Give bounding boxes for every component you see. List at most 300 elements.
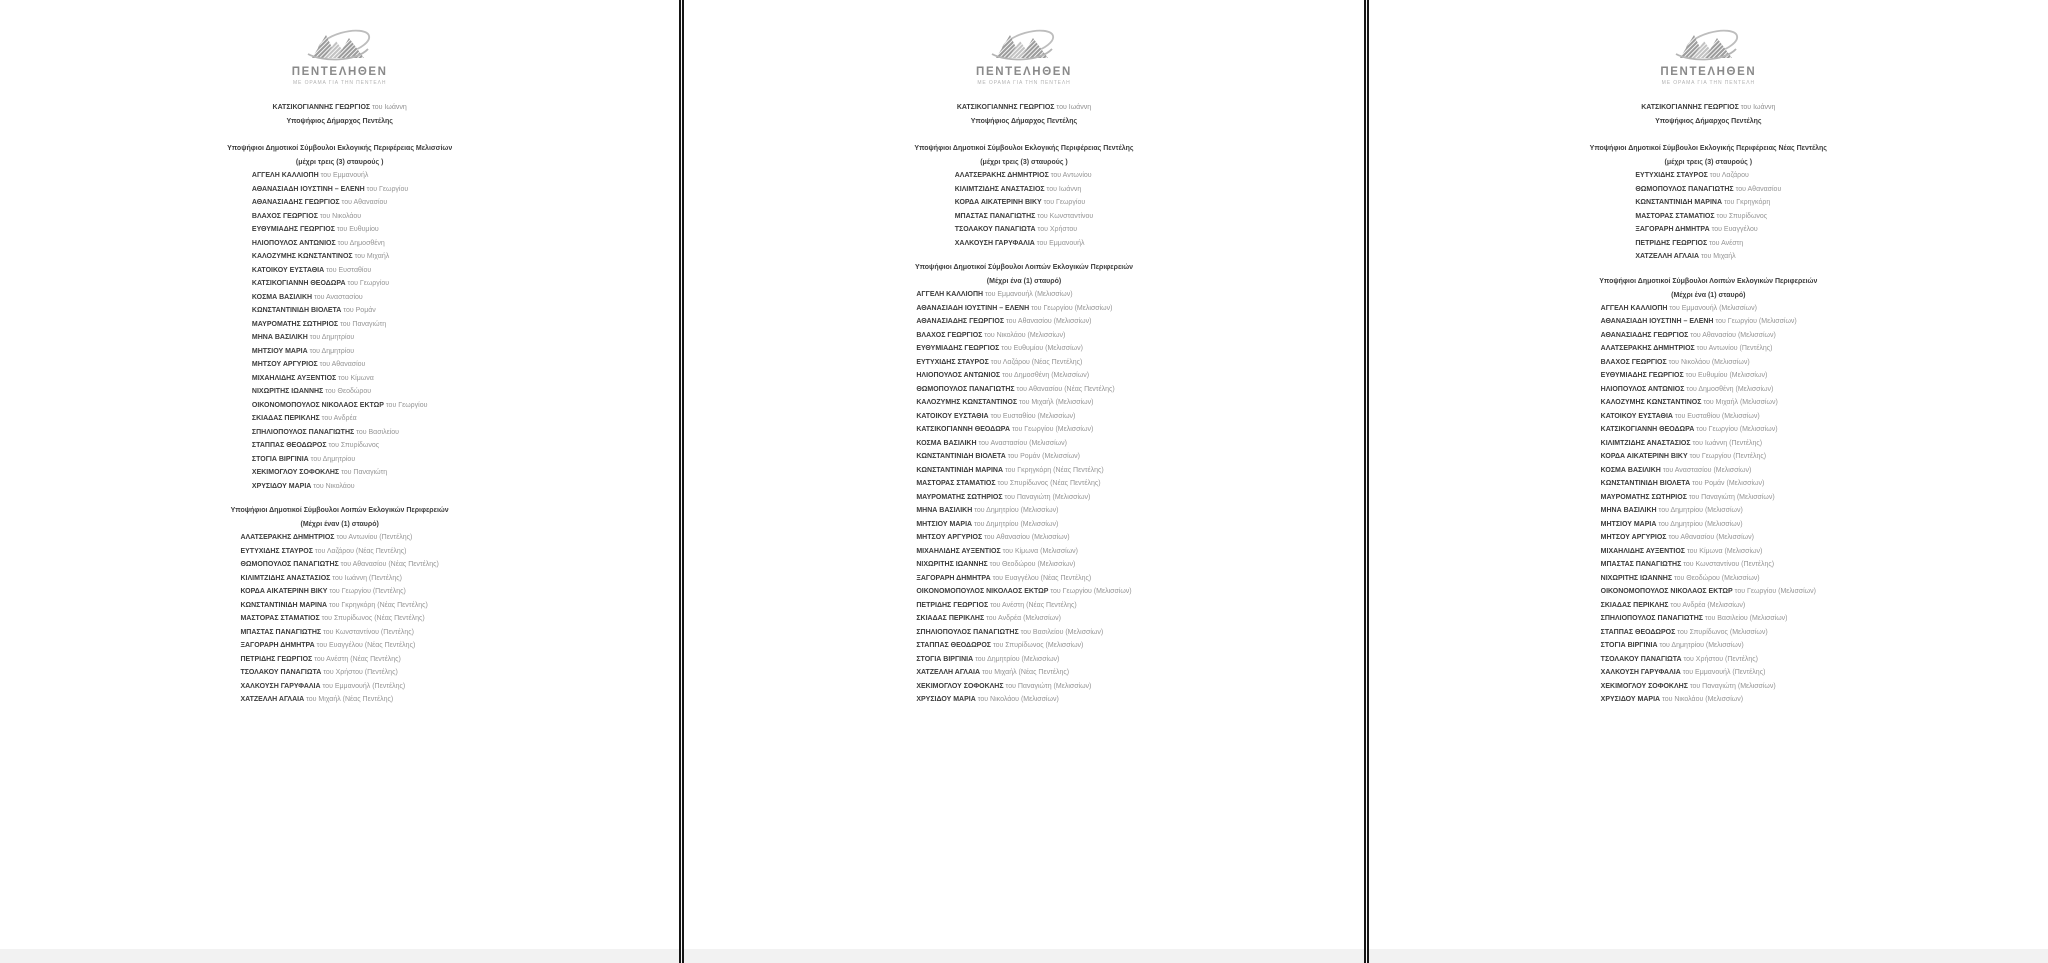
candidate-patronymic: του Εμμανουήλ [1667, 304, 1718, 312]
candidate-list-box [684, 167, 1363, 250]
candidate-name: ΣΤΑΠΠΑΣ ΘΕΟΔΩΡΟΣ [916, 642, 991, 649]
candidate-row [252, 372, 428, 386]
candidate-name: ΕΥΘΥΜΙΑΔΗΣ ΓΕΩΡΓΙΟΣ [916, 345, 1000, 352]
candidate-patronymic: του Ευσταθίου [324, 266, 372, 274]
candidate-row [252, 345, 428, 359]
candidate-patronymic: του Χρήστου [1681, 655, 1724, 663]
candidate-patronymic: του Μιχαήλ [352, 253, 390, 260]
candidate-row [252, 250, 428, 264]
candidate-name: ΑΘΑΝΑΣΙΑΔΗ ΙΟΥΣΤΙΝΗ – ΕΛΕΝΗ [916, 304, 1030, 312]
candidate-district: (Πεντέλης) [1739, 561, 1775, 568]
candidate-row [252, 331, 428, 345]
candidate-district: (Μελισσίων) [1711, 466, 1752, 474]
candidate-district: (Μελισσίων) [1063, 628, 1104, 636]
candidate-patronymic: του Ανδρέα [319, 415, 357, 422]
candidate-row [1601, 383, 1816, 397]
candidate-name: ΜΑΣΤΟΡΑΣ ΣΤΑΜΑΤΙΟΣ [240, 615, 320, 622]
candidate-district: (Πεντέλης) [377, 534, 413, 541]
candidate-name: ΜΑΥΡΟΜΑΤΗΣ ΣΩΤΗΡΙΟΣ [1600, 493, 1687, 501]
candidate-district: (Μελισσίων) [1053, 399, 1094, 406]
candidate-patronymic: του Δημητρίου [1657, 642, 1704, 649]
candidate-row [240, 653, 438, 667]
mayor-patronymic: του Ιωάννη [1740, 104, 1776, 111]
candidate-name: ΚΑΤΟΙΚΟΥ ΕΥΣΤΑΘΙΑ [916, 412, 989, 420]
candidate-district: (Πεντέλης) [1730, 669, 1766, 676]
candidate-name: ΟΙΚΟΝΟΜΟΠΟΥΛΟΣ ΝΙΚΟΛΑΟΣ ΕΚΤΩΡ [916, 588, 1049, 595]
candidate-patronymic: του Γεωργίου [1713, 318, 1757, 325]
candidate-name: ΜΗΤΣΙΟΥ ΜΑΡΙΑ [251, 347, 308, 355]
candidate-name: ΜΗΝΑ ΒΑΣΙΛΙΚΗ [1600, 507, 1657, 514]
candidate-name: ΧΑΤΖΕΛΛΗ ΑΓΛΑΙΑ [1635, 253, 1700, 260]
candidate-name: ΜΗΤΣΟΥ ΑΡΓΥΡΙΟΣ [1600, 534, 1667, 541]
candidate-name: ΜΙΧΑΗΛΙΔΗΣ ΑΥΞΕΝΤΙΟΣ [1600, 547, 1685, 555]
candidate-district: (Μελισσίων) [1091, 588, 1132, 595]
candidate-name: ΚΟΣΜΑ ΒΑΣΙΛΙΚΗ [251, 293, 313, 301]
candidate-patronymic: του Γεωργίου [1732, 588, 1777, 595]
candidate-patronymic: του Νικολάου [975, 696, 1019, 703]
candidate-district: (Μελισσίων) [1043, 345, 1083, 352]
candidate-list [252, 169, 428, 493]
candidate-district: (Μελισσίων) [1709, 358, 1750, 366]
candidate-list-box [684, 286, 1363, 707]
candidate-district: (Μελισσίων) [1705, 601, 1746, 609]
candidate-name: ΑΛΑΤΣΕΡΑΚΗΣ ΔΗΜΗΤΡΙΟΣ [954, 172, 1049, 179]
candidate-patronymic: του Δημητρίου [972, 520, 1019, 528]
candidate-patronymic: του Ανέστη [1707, 239, 1744, 247]
candidate-name: ΕΥΤΥΧΙΔΗΣ ΣΤΑΥΡΟΣ [240, 547, 313, 555]
mayor-role: Υποψήφιος Δήμαρχος Πεντέλης [286, 118, 393, 125]
candidate-patronymic: του Θεοδώρου [1672, 574, 1720, 582]
candidate-district: (Πεντέλης) [362, 669, 398, 676]
candidate-name: ΤΣΟΛΑΚΟΥ ΠΑΝΑΓΙΩΤΑ [954, 226, 1036, 233]
candidate-patronymic: του Παναγιώτη [338, 320, 387, 328]
candidate-row [1601, 315, 1816, 329]
candidate-patronymic: του Αθανασίου [317, 361, 366, 368]
candidate-patronymic: του Δημητρίου [307, 347, 355, 355]
candidate-patronymic: του Κίμωνα [1685, 547, 1723, 555]
fold-divider [1364, 0, 1369, 963]
candidate-name: ΧΑΛΚΟΥΣΗ ΓΑΡΥΦΑΛΙΑ [954, 239, 1035, 247]
candidate-name: ΧΕΚΙΜΟΓΛΟΥ ΣΟΦΟΚΛΗΣ [916, 682, 1004, 690]
candidate-name: ΣΠΗΛΙΟΠΟΥΛΟΣ ΠΑΝΑΓΙΩΤΗΣ [251, 428, 355, 436]
candidate-name: ΒΛΑΧΟΣ ΓΕΩΡΓΙΟΣ [916, 331, 983, 339]
candidate-row [240, 585, 438, 599]
candidate-district: (Μελισσίων) [1714, 534, 1754, 541]
candidate-row [252, 439, 428, 453]
candidate-district: (Μελισσίων) [1072, 304, 1113, 312]
candidate-row [1601, 342, 1816, 356]
candidate-district: (Μελισσίων) [1018, 507, 1059, 514]
candidate-district: (Μελισσίων) [1032, 291, 1073, 298]
sections [684, 144, 1363, 707]
candidate-row [1601, 599, 1816, 613]
candidate-row [916, 491, 1131, 505]
candidate-name: ΜΗΤΣΟΥ ΑΡΓΥΡΙΟΣ [916, 534, 983, 541]
candidate-row [240, 626, 438, 640]
section-cross-limit: (μέχρι τρεις (3) σταυρούς ) [1664, 159, 1753, 166]
candidate-row [916, 315, 1131, 329]
candidate-list [1635, 169, 1781, 264]
candidate-district: (Μελισσίων) [1027, 439, 1067, 447]
candidate-patronymic: του Αθανασίου [1014, 385, 1063, 393]
candidate-district: (Μελισσίων) [1703, 696, 1744, 703]
candidate-district: (Μελισσίων) [1019, 655, 1060, 663]
candidate-patronymic: του Χρήστου [321, 669, 363, 676]
candidate-patronymic: του Ρομάν [1690, 480, 1725, 487]
candidate-patronymic: του Ευαγγέλου [1709, 226, 1758, 233]
candidate-patronymic: του Γκρηγκόρη [1722, 199, 1771, 206]
candidate-row [916, 626, 1131, 640]
candidate-district: (Νέας Πεντέλης) [340, 696, 394, 703]
candidate-row [1601, 545, 1816, 559]
candidate-row [916, 599, 1131, 613]
candidate-patronymic: του Αθανασίου [982, 534, 1030, 541]
candidate-district: (Μελισσίων) [1702, 520, 1743, 528]
candidate-patronymic: του Βασιλείου [1702, 615, 1748, 622]
candidate-name: ΠΕΤΡΙΔΗΣ ΓΕΩΡΓΙΟΣ [240, 655, 313, 663]
section-title: Υποψήφιοι Δημοτικοί Σύμβουλοι Λοιπών Εκλογικών Περιφερειών [230, 507, 449, 514]
candidate-name: ΜΠΑΣΤΑΣ ΠΑΝΑΓΙΩΤΗΣ [240, 628, 322, 636]
candidate-patronymic: του Παναγιώτη [1002, 493, 1051, 501]
candidate-patronymic: του Δημητρίου [1656, 507, 1704, 514]
candidate-name: ΚΙΛΙΜΤΖΙΔΗΣ ΑΝΑΣΤΑΣΙΟΣ [954, 185, 1045, 193]
candidate-patronymic: του Αθανασίου [339, 199, 388, 206]
candidate-row [916, 383, 1131, 397]
candidate-name: ΚΙΛΙΜΤΖΙΔΗΣ ΑΝΑΣΤΑΣΙΟΣ [1600, 439, 1691, 447]
candidate-district: (Μελισσίων) [1719, 412, 1760, 420]
candidate-district: (Μελισσίων) [1038, 547, 1078, 555]
candidate-district: (Μελισσίων) [1727, 372, 1768, 379]
candidate-district: (Μελισσίων) [1018, 520, 1059, 528]
candidate-name: ΒΛΑΧΟΣ ΓΕΩΡΓΙΟΣ [1600, 358, 1667, 366]
candidate-district: (Νέας Πεντέλης) [353, 547, 407, 555]
candidate-district: (Μελισσίων) [1051, 682, 1092, 690]
candidate-row [252, 196, 428, 210]
candidate-list [240, 531, 438, 707]
candidate-name: ΜΠΑΣΤΑΣ ΠΑΝΑΓΙΩΤΗΣ [954, 212, 1036, 220]
candidate-district: (Νέας Πεντέλης) [386, 561, 439, 568]
candidate-name: ΜΑΥΡΟΜΑΤΗΣ ΣΩΤΗΡΙΟΣ [916, 493, 1003, 501]
section-cross-limit: (μέχρι τρεις (3) σταυρούς ) [295, 159, 384, 166]
candidate-name: ΘΩΜΟΠΟΥΛΟΣ ΠΑΝΑΓΙΩΤΗΣ [240, 561, 339, 568]
candidate-name: ΧΑΤΖΕΛΛΗ ΑΓΛΑΙΑ [916, 669, 981, 676]
section-title: Υποψήφιοι Δημοτικοί Σύμβουλοι Εκλογικής Περιφέρειας Πεντέλης [914, 145, 1134, 152]
candidate-patronymic: του Ανδρέα [984, 615, 1022, 622]
candidate-row [1635, 250, 1781, 264]
candidate-name: ΣΚΙΑΔΑΣ ΠΕΡΙΚΛΗΣ [251, 415, 320, 422]
candidate-list-box [1369, 167, 2048, 264]
section-cross-limit: (μέχρι τρεις (3) σταυρούς ) [980, 159, 1068, 166]
candidate-district: (Νέας Πεντέλης) [362, 642, 416, 649]
candidate-patronymic: του Κίμωνα [336, 374, 374, 382]
candidate-row [916, 680, 1131, 694]
candidate-patronymic: του Αντωνίου [334, 534, 378, 541]
mayor-candidate-line [0, 103, 679, 112]
candidate-district: (Μελισσίων) [1719, 574, 1760, 582]
candidate-patronymic: του Δημητρίου [307, 334, 355, 341]
candidate-district: (Νέας Πεντέλης) [1048, 480, 1101, 487]
candidate-row [916, 342, 1131, 356]
candidate-list [916, 288, 1131, 707]
candidate-patronymic: του Κίμωνα [1000, 547, 1039, 555]
candidate-district: (Πεντέλης) [370, 682, 406, 690]
candidate-district: (Μελισσίων) [1734, 493, 1775, 501]
candidate-row [916, 410, 1131, 424]
brand-text: ΠΕΝΤΕΛΗΘΕΝ [291, 66, 388, 78]
candidate-district: (Μελισσίων) [1733, 385, 1774, 393]
logo-tagline: ΜΕ ΟΡΑΜΑ ΓΙΑ ΤΗΝ ΠΕΝΤΕΛΗ [292, 80, 387, 86]
candidate-district: (Νέας Πεντέλης) [1038, 574, 1092, 582]
candidate-district: (Μελισσίων) [1727, 628, 1768, 636]
candidate-row [916, 639, 1131, 653]
candidate-patronymic: του Δημητρίου [308, 455, 356, 463]
candidate-row [1601, 680, 1816, 694]
candidate-patronymic: του Παναγιώτη [1687, 682, 1736, 690]
candidate-row [916, 302, 1131, 316]
candidate-row [955, 183, 1094, 197]
candidate-name: ΚΑΤΣΙΚΟΓΙΑΝΝΗ ΘΕΟΔΩΡΑ [916, 426, 1011, 433]
mountain-logo-icon [988, 26, 1060, 64]
candidate-district: (Μελισσίων) [1049, 372, 1090, 379]
candidate-patronymic: του Σπυρίδωνος [319, 615, 373, 622]
candidate-row [1601, 653, 1816, 667]
candidate-row [1601, 410, 1816, 424]
candidate-patronymic: του Σπυρίδωνος [991, 642, 1044, 649]
candidate-row [1601, 558, 1816, 572]
candidate-row [916, 477, 1131, 491]
candidate-name: ΝΙΧΩΡΙΤΗΣ ΙΩΑΝΝΗΣ [916, 561, 988, 568]
candidate-list [1601, 302, 1816, 707]
candidate-row [916, 329, 1131, 343]
candidate-patronymic: του Παναγιώτη [339, 469, 388, 476]
candidate-patronymic: του Παναγιώτη [1003, 682, 1052, 690]
sections [0, 144, 679, 707]
candidate-patronymic: του Μιχαήλ [304, 696, 341, 703]
candidate-name: ΜΗΤΣΙΟΥ ΜΑΡΙΑ [1600, 520, 1657, 528]
candidate-row [1601, 504, 1816, 518]
candidate-district: (Μελισσίων) [1040, 453, 1080, 460]
candidate-name: ΞΑΓΟΡΑΡΗ ΔΗΜΗΤΡΑ [1635, 226, 1710, 233]
mayor-role: Υποψήφιος Δήμαρχος Πεντέλης [970, 118, 1078, 125]
candidate-district: (Πεντέλης) [1723, 655, 1758, 663]
candidate-patronymic: του Ανέστη [988, 601, 1025, 609]
candidate-patronymic: του Γεωργίου [1010, 426, 1054, 433]
candidate-row [1601, 369, 1816, 383]
candidate-patronymic: του Αθανασίου [1688, 331, 1737, 339]
brand-text: ΠΕΝΤΕΛΗΘΕΝ [1660, 66, 1757, 78]
mayor-name: ΚΑΤΣΙΚΟΓΙΑΝΝΗΣ ΓΕΩΡΓΙΟΣ [272, 104, 371, 111]
candidate-patronymic: του Σπυρίδωνος [1714, 212, 1768, 220]
pentelithen-logo [1369, 26, 2048, 86]
candidate-patronymic: του Θεοδώρου [987, 561, 1036, 568]
candidate-patronymic: του Μιχαήλ [1701, 399, 1738, 406]
candidate-patronymic: του Αναστασίου [1660, 466, 1712, 474]
candidate-row [252, 466, 428, 480]
candidate-patronymic: του Γεωργίου [1048, 588, 1092, 595]
candidate-row [1601, 518, 1816, 532]
candidate-patronymic: του Μιχαήλ [980, 669, 1017, 676]
candidate-name: ΑΓΓΕΛΗ ΚΑΛΛΙΟΠΗ [1600, 304, 1668, 312]
candidate-name: ΠΕΤΡΙΔΗΣ ΓΕΩΡΓΙΟΣ [1635, 239, 1708, 247]
candidate-row [1601, 531, 1816, 545]
candidate-row [240, 558, 438, 572]
mayor-candidate-line [1369, 103, 2048, 112]
section-cross-limit: (Μέχρι έναν (1) σταυρό) [300, 521, 379, 528]
candidate-patronymic: του Γεωργίου [345, 280, 390, 287]
candidate-row [252, 426, 428, 440]
candidate-patronymic: του Εμμανουήλ [318, 172, 369, 179]
candidate-row [240, 666, 438, 680]
candidate-name: ΧΑΛΚΟΥΣΗ ΓΑΡΥΦΑΛΙΑ [240, 682, 321, 690]
candidate-name: ΞΑΓΟΡΑΡΗ ΔΗΜΗΤΡΑ [240, 642, 315, 649]
candidate-name: ΘΩΜΟΠΟΥΛΟΣ ΠΑΝΑΓΙΩΤΗΣ [916, 385, 1015, 393]
candidate-name: ΟΙΚΟΝΟΜΟΠΟΥΛΟΣ ΝΙΚΟΛΑΟΣ ΕΚΤΩΡ [251, 401, 384, 409]
candidate-patronymic: του Λαζάρου [988, 358, 1030, 366]
candidate-district: (Μελισσίων) [1025, 331, 1066, 339]
candidate-name: ΧΑΤΖΕΛΛΗ ΑΓΛΑΙΑ [240, 696, 305, 703]
candidate-patronymic: του Νικολάου [1660, 696, 1704, 703]
brand-text: ΠΕΝΤΕΛΗΘΕΝ [976, 66, 1072, 78]
candidate-list [955, 169, 1094, 250]
candidate-district: (Μελισσίων) [1724, 480, 1765, 487]
candidate-row [252, 291, 428, 305]
candidate-row [916, 356, 1131, 370]
candidate-patronymic: του Ευσταθίου [988, 412, 1036, 420]
candidate-district: (Νέας Πεντέλης) [1024, 601, 1077, 609]
candidate-patronymic: του Νικολάου [982, 331, 1026, 339]
candidate-patronymic: του Γεωργίου [327, 588, 371, 595]
candidate-row [955, 169, 1094, 183]
candidate-row [916, 693, 1131, 707]
candidate-row [1601, 464, 1816, 478]
candidate-name: ΑΛΑΤΣΕΡΑΚΗΣ ΔΗΜΗΤΡΙΟΣ [240, 534, 335, 541]
candidate-name: ΚΑΛΟΖΥΜΗΣ ΚΩΝΣΤΑΝΤΙΝΟΣ [916, 399, 1018, 406]
candidate-name: ΜΑΥΡΟΜΑΤΗΣ ΣΩΤΗΡΙΟΣ [251, 320, 339, 328]
candidate-name: ΚΑΤΣΙΚΟΓΙΑΝΝΗ ΘΕΟΔΩΡΑ [1600, 426, 1695, 433]
candidate-row [1601, 639, 1816, 653]
candidate-list-box [0, 167, 679, 493]
candidate-patronymic: του Εμμανουήλ [320, 682, 371, 690]
candidate-name: ΣΤΟΓΙΑ ΒΙΡΓΙΝΙΑ [251, 455, 309, 463]
candidate-patronymic: του Δημητρίου [972, 507, 1019, 514]
candidate-name: ΚΟΣΜΑ ΒΑΣΙΛΙΚΗ [916, 439, 977, 447]
candidate-row [1601, 437, 1816, 451]
candidate-patronymic: του Δημοσθένη [1000, 372, 1050, 379]
candidate-patronymic: του Γεωργίου [383, 401, 428, 409]
candidate-district: (Νέας Πεντέλης) [1051, 466, 1104, 474]
candidate-row [916, 585, 1131, 599]
candidate-name: ΣΤΑΠΠΑΣ ΘΕΟΔΩΡΟΣ [251, 442, 327, 449]
candidate-name: ΕΥΘΥΜΙΑΔΗΣ ΓΕΩΡΓΙΟΣ [1600, 372, 1684, 379]
mountain-logo-icon [304, 26, 376, 64]
candidate-name: ΣΤΟΓΙΑ ΒΙΡΓΙΝΙΑ [1600, 642, 1658, 649]
candidate-district: (Νέας Πεντέλης) [348, 655, 401, 663]
candidate-row [1601, 585, 1816, 599]
candidate-row [916, 423, 1131, 437]
candidate-row [916, 450, 1131, 464]
candidate-name: ΜΗΤΣΟΥ ΑΡΓΥΡΙΟΣ [251, 361, 318, 368]
candidate-name: ΜΗΝΑ ΒΑΣΙΛΙΚΗ [251, 334, 308, 341]
candidate-row [916, 653, 1131, 667]
candidate-row [252, 183, 428, 197]
candidate-patronymic: του Ιωάννη [330, 574, 367, 582]
candidate-district: (Μελισσίων) [1019, 696, 1059, 703]
candidate-name: ΑΛΑΤΣΕΡΑΚΗΣ ΔΗΜΗΤΡΙΟΣ [1600, 345, 1695, 352]
candidate-district: (Μελισσίων) [1035, 561, 1076, 568]
candidate-name: ΣΠΗΛΙΟΠΟΥΛΟΣ ΠΑΝΑΓΙΩΤΗΣ [916, 628, 1019, 636]
candidate-name: ΧΡΥΣΙΔΟΥ ΜΑΡΙΑ [916, 696, 976, 703]
candidate-row [1601, 612, 1816, 626]
candidate-patronymic: του Δημητρίου [1656, 520, 1703, 528]
candidate-row [1601, 450, 1816, 464]
candidate-name: ΜΙΧΑΗΛΙΔΗΣ ΑΥΞΕΝΤΙΟΣ [251, 374, 337, 382]
candidate-district: (Μελισσίων) [1736, 331, 1776, 339]
candidate-list-box [1369, 300, 2048, 707]
candidate-district: (Νέας Πεντέλης) [1062, 385, 1115, 393]
candidate-row [252, 304, 428, 318]
candidate-patronymic: του Ευθυμίου [999, 345, 1044, 352]
candidate-row [916, 518, 1131, 532]
candidate-name: ΞΑΓΟΡΑΡΗ ΔΗΜΗΤΡΑ [916, 574, 991, 582]
candidate-name: ΜΗΤΣΙΟΥ ΜΑΡΙΑ [916, 520, 973, 528]
candidate-name: ΕΥΤΥΧΙΔΗΣ ΣΤΑΥΡΟΣ [1635, 172, 1708, 179]
candidate-row [1601, 356, 1816, 370]
candidate-patronymic: του Χρήστου [1035, 226, 1078, 233]
candidate-district: (Μελισσίων) [1735, 682, 1776, 690]
candidate-row [916, 545, 1131, 559]
candidate-name: ΣΠΗΛΙΟΠΟΥΛΟΣ ΠΑΝΑΓΙΩΤΗΣ [1600, 615, 1703, 622]
section-title: Υποψήφιοι Δημοτικοί Σύμβουλοι Λοιπών Εκλογικών Περιφερειών [914, 264, 1134, 271]
candidate-name: ΑΓΓΕΛΗ ΚΑΛΛΙΟΠΗ [251, 172, 319, 179]
candidate-name: ΗΛΙΟΠΟΥΛΟΣ ΑΝΤΩΝΙΟΣ [251, 239, 336, 247]
candidate-patronymic: του Λαζάρου [312, 547, 354, 555]
candidate-name: ΚΩΝΣΤΑΝΤΙΝΙΔΗ ΜΑΡΙΝΑ [916, 466, 1003, 474]
fold-divider [679, 0, 684, 963]
candidate-row [955, 237, 1094, 251]
candidate-row [1601, 329, 1816, 343]
candidate-district: (Νέας Πεντέλης) [1029, 358, 1083, 366]
candidate-row [916, 369, 1131, 383]
candidate-row [252, 399, 428, 413]
candidate-name: ΚΑΛΟΖΥΜΗΣ ΚΩΝΣΤΑΝΤΙΝΟΣ [1600, 399, 1702, 406]
candidate-patronymic: του Γεωργίου [1029, 304, 1073, 312]
candidate-name: ΚΩΝΣΤΑΝΤΙΝΙΔΗ ΒΙΟΛΕΤΑ [916, 453, 1006, 460]
candidate-row [252, 277, 428, 291]
candidate-name: ΜΑΣΤΟΡΑΣ ΣΤΑΜΑΤΙΟΣ [1635, 212, 1715, 220]
candidate-district: (Πεντέλης) [1731, 453, 1767, 460]
candidate-patronymic: του Βασιλείου [1018, 628, 1064, 636]
candidate-row [916, 396, 1131, 410]
candidate-row [916, 504, 1131, 518]
candidate-row [916, 531, 1131, 545]
candidate-name: ΑΘΑΝΑΣΙΑΔΗΣ ΓΕΩΡΓΙΟΣ [916, 318, 1005, 325]
candidate-row [240, 545, 438, 559]
candidate-district: (Μελισσίων) [1776, 588, 1816, 595]
candidate-name: ΣΤΟΓΙΑ ΒΙΡΓΙΝΙΑ [916, 655, 974, 663]
candidate-district: (Νέας Πεντέλης) [1016, 669, 1070, 676]
candidate-name: ΗΛΙΟΠΟΥΛΟΣ ΑΝΤΩΝΙΟΣ [916, 372, 1001, 379]
logo-tagline: ΜΕ ΟΡΑΜΑ ΓΙΑ ΤΗΝ ΠΕΝΤΕΛΗ [977, 80, 1071, 86]
candidate-district: (Πεντέλης) [378, 628, 414, 636]
candidate-district: (Μελισσίων) [1722, 547, 1763, 555]
candidate-district: (Πεντέλης) [1727, 439, 1763, 447]
candidate-patronymic: του Αθανασίου [1733, 185, 1782, 193]
mayor-role: Υποψήφιος Δήμαρχος Πεντέλης [1655, 118, 1762, 125]
candidate-name: ΜΑΣΤΟΡΑΣ ΣΤΑΜΑΤΙΟΣ [916, 480, 996, 487]
ballot-page-3 [1369, 0, 2048, 963]
candidate-patronymic: του Εμμανουήλ [1680, 669, 1731, 676]
candidate-row [916, 572, 1131, 586]
